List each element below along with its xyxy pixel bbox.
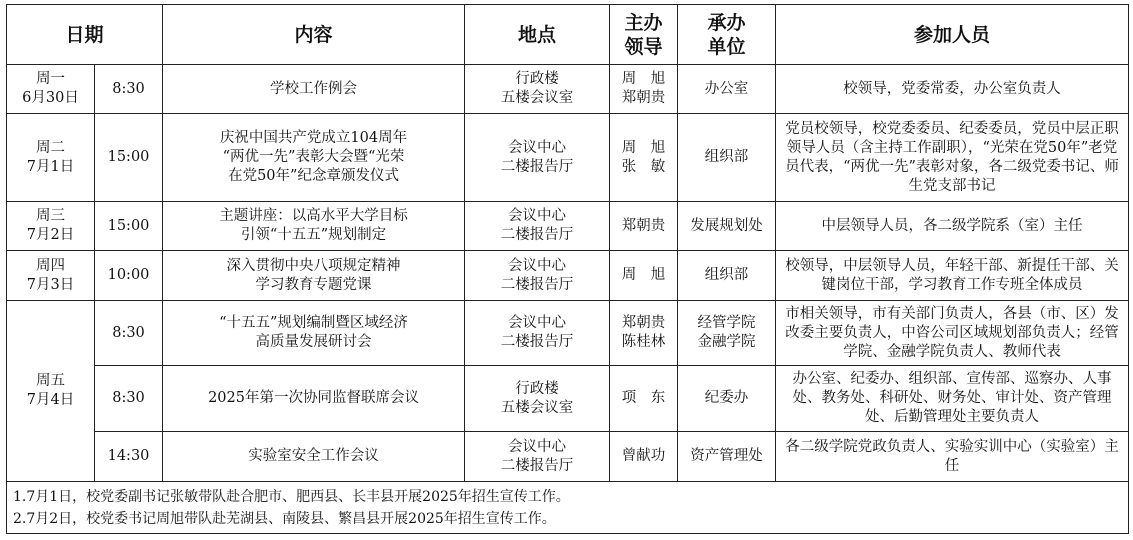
- time-cell: 8:30: [95, 65, 163, 114]
- lead-cell: 郑朝贵 陈桂林: [610, 301, 678, 366]
- location-cell: 会议中心 二楼报告厅: [465, 202, 610, 251]
- time-cell: 15:00: [95, 202, 163, 251]
- content-cell: “十五五”规划编制暨区域经济 高质量发展研讨会: [163, 301, 465, 366]
- content-cell: 主题讲座：以高水平大学目标 引领“十五五”规划制定: [163, 202, 465, 251]
- header-content: 内容: [163, 5, 465, 65]
- day-cell: 周二 7月1日: [7, 114, 95, 202]
- day-cell: 周一 6月30日: [7, 65, 95, 114]
- lead-cell: 周 旭 郑朝贵: [610, 65, 678, 114]
- attendees-cell: 校领导，中层领导人员，年轻干部、新提任干部、关键岗位干部，学习教育工作专班全体成员: [776, 251, 1129, 301]
- unit-cell: 经管学院 金融学院: [678, 301, 776, 366]
- unit-cell: 办公室: [678, 65, 776, 114]
- attendees-cell: 校领导，党委常委，办公室负责人: [776, 65, 1129, 114]
- content-cell: 深入贯彻中央八项规定精神 学习教育专题党课: [163, 251, 465, 301]
- time-cell: 8:30: [95, 301, 163, 366]
- lead-cell: 郑朝贵: [610, 202, 678, 251]
- table-row: [7, 432, 1129, 482]
- unit-cell: 组织部: [678, 114, 776, 202]
- header-lead: 主办 领导: [610, 5, 678, 65]
- header-unit: 承办 单位: [678, 5, 776, 65]
- attendees-cell: 各二级学院党政负责人、实验实训中心（实验室）主任: [776, 432, 1129, 482]
- location-cell: 会议中心 二楼报告厅: [465, 251, 610, 301]
- table-row: [7, 366, 1129, 432]
- day-cell: 周四 7月3日: [7, 251, 95, 301]
- header-row: [7, 5, 1129, 65]
- time-cell: 14:30: [95, 432, 163, 482]
- table-row: [7, 202, 1129, 251]
- table-row: [7, 301, 1129, 366]
- lead-cell: 周 旭 张 敏: [610, 114, 678, 202]
- unit-cell: 资产管理处: [678, 432, 776, 482]
- lead-cell: 周 旭: [610, 251, 678, 301]
- content-cell: 实验室安全工作会议: [163, 432, 465, 482]
- note-item: 1.7月1日，校党委副书记张敏带队赴合肥市、肥西县、长丰县开展2025年招生宣传工作。: [13, 488, 570, 505]
- location-cell: 行政楼 五楼会议室: [465, 366, 610, 432]
- header-date: 日期: [7, 5, 163, 65]
- weekly-schedule-table: [6, 4, 1129, 534]
- attendees-cell: 办公室、纪委办、组织部、宣传部、巡察办、人事处、教务处、科研处、财务处、审计处、资产管理处、后勤管理处主要负责人: [776, 366, 1129, 432]
- content-cell: 2025年第一次协同监督联席会议: [163, 366, 465, 432]
- attendees-cell: 党员校领导，校党委委员、纪委委员，党员中层正职领导人员（含主持工作副职），“光荣在党50年”老党员代表，“两优一先”表彰对象，各二级党委书记、师生党支部书记: [776, 114, 1129, 202]
- location-cell: 会议中心 二楼报告厅: [465, 114, 610, 202]
- day-cell: 周五 7月4日: [7, 301, 95, 482]
- header-location: 地点: [465, 5, 610, 65]
- location-cell: 会议中心 二楼报告厅: [465, 432, 610, 482]
- location-cell: 行政楼 五楼会议室: [465, 65, 610, 114]
- unit-cell: 组织部: [678, 251, 776, 301]
- attendees-cell: 中层领导人员，各二级学院系（室）主任: [776, 202, 1129, 251]
- lead-cell: 曾献功: [610, 432, 678, 482]
- time-cell: 15:00: [95, 114, 163, 202]
- notes-cell: [7, 482, 1129, 534]
- note-item: 2.7月2日，校党委书记周旭带队赴芜湖县、南陵县、繁昌县开展2025年招生宣传工作。: [13, 510, 556, 527]
- header-attendees: 参加人员: [776, 5, 1129, 65]
- day-cell: 周三 7月2日: [7, 202, 95, 251]
- lead-cell: 项 东: [610, 366, 678, 432]
- time-cell: 10:00: [95, 251, 163, 301]
- table-row: [7, 251, 1129, 301]
- time-cell: 8:30: [95, 366, 163, 432]
- content-cell: 庆祝中国共产党成立104周年 “两优一先”表彰大会暨“光荣 在党50年”纪念章颁发仪式: [163, 114, 465, 202]
- notes-row: [7, 482, 1129, 534]
- table-row: [7, 65, 1129, 114]
- unit-cell: 发展规划处: [678, 202, 776, 251]
- attendees-cell: 市相关领导，市有关部门负责人，各县（市、区）发改委主要负责人，中咨公司区域规划部负责人；经管学院、金融学院负责人、教师代表: [776, 301, 1129, 366]
- unit-cell: 纪委办: [678, 366, 776, 432]
- location-cell: 会议中心 二楼报告厅: [465, 301, 610, 366]
- content-cell: 学校工作例会: [163, 65, 465, 114]
- table-row: [7, 114, 1129, 202]
